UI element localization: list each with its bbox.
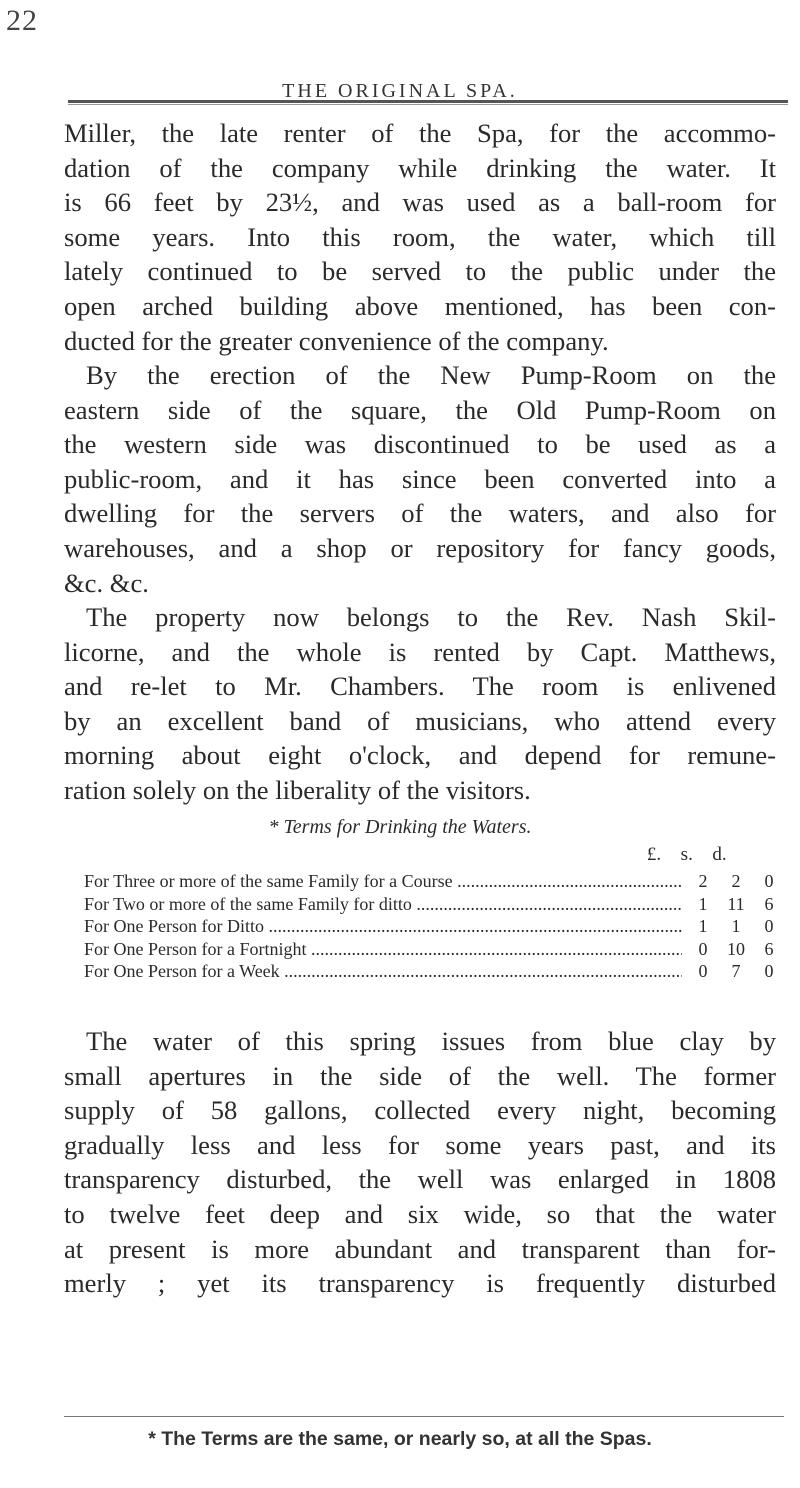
terms-title: * Terms for Drinking the Waters. <box>268 816 532 838</box>
footnote: * The Terms are the same, or nearly so, at all the Spas. <box>148 1428 652 1450</box>
text-line: public-room, and it has since been converted into a <box>64 463 776 494</box>
text-line: at present is more abundant and transparent than for- <box>64 1233 776 1264</box>
table-row <box>84 915 784 938</box>
text-line: ducted for the greater convenience of the company. <box>64 325 609 356</box>
amount-pounds: 0 <box>698 938 708 959</box>
text-line: licorne, and the whole is rented by Capt. Matthews, <box>64 636 776 667</box>
text-line: transparency disturbed, the well was enlarged in 1808 <box>64 1164 776 1195</box>
amount-shillings: 7 <box>731 961 741 981</box>
term-label: For One Person for a Week ..... <box>84 960 682 983</box>
paragraph-pump-room <box>64 358 776 600</box>
term-amount <box>682 893 784 916</box>
text-line: The water of this spring issues from blue clay by <box>86 1026 776 1056</box>
text-line: the western side was discontinued to be used as a <box>64 429 776 460</box>
text-line: The property now belongs to the Rev. Nash Skil- <box>86 602 776 632</box>
text-line: gradually less and less for some years past, and its <box>64 1129 776 1160</box>
text-line: &c. &c. <box>64 567 149 598</box>
amount-pence: 6 <box>764 938 774 959</box>
amount-pence: 0 <box>764 871 774 891</box>
footnote-rule <box>64 1416 784 1417</box>
paragraph-miller <box>64 116 776 358</box>
table-row <box>84 870 784 893</box>
amount-pence: 0 <box>764 916 774 936</box>
table-row <box>84 938 784 961</box>
table-row <box>84 893 784 916</box>
amount-shillings: 1 <box>731 916 741 936</box>
running-head: THE ORIGINAL SPA. <box>282 80 518 102</box>
currency-pence: d. <box>712 844 727 865</box>
paragraph-spring-water <box>64 1024 776 1301</box>
currency-shillings: s. <box>680 844 693 865</box>
text-line: eastern side of the square, the Old Pump-Room on <box>64 394 776 425</box>
amount-pounds: 1 <box>698 893 708 914</box>
currency-pounds: £. <box>646 844 662 865</box>
table-row <box>84 960 784 983</box>
text-line: By the erection of the New Pump-Room on the <box>86 360 776 390</box>
term-label: For Three or more of the same Family for a Course ..... <box>84 870 682 893</box>
amount-pence: 0 <box>764 961 774 981</box>
paragraph-property <box>64 600 776 808</box>
term-label: For One Person for a Fortnight ..... <box>84 938 682 961</box>
amount-shillings: 10 <box>727 938 745 959</box>
terms-table <box>84 870 784 983</box>
text-line: is 66 feet by 23½, and was used as a ball-room for <box>64 187 776 218</box>
term-amount <box>682 915 784 938</box>
text-line: ration solely on the liberality of the visitors. <box>64 774 531 805</box>
text-line: morning about eight o'clock, and depend for remune- <box>64 740 776 771</box>
text-line: to twelve feet deep and six wide, so that the water <box>64 1198 776 1229</box>
page-number: 22 <box>6 4 38 37</box>
text-line: dation of the company while drinking the water. It <box>64 152 776 183</box>
text-line: supply of 58 gallons, collected every night, becoming <box>64 1095 776 1126</box>
term-amount <box>682 870 784 893</box>
currency-header <box>640 844 800 866</box>
amount-pounds: 0 <box>698 961 708 981</box>
text-line: by an excellent band of musicians, who attend every <box>64 705 776 736</box>
text-line: dwelling for the servers of the waters, and also for <box>64 498 776 529</box>
amount-pounds: 1 <box>698 916 708 936</box>
amount-shillings: 2 <box>731 871 741 891</box>
text-line: small apertures in the side of the well. The former <box>64 1060 776 1091</box>
amount-pence: 6 <box>764 893 774 914</box>
term-amount <box>682 960 784 983</box>
term-label: For One Person for Ditto ..... <box>84 915 682 938</box>
text-line: Miller, the late renter of the Spa, for the accommo- <box>64 118 776 148</box>
header-rule-thin <box>68 104 788 105</box>
term-amount <box>682 938 784 961</box>
header-rule <box>68 100 788 103</box>
text-line: lately continued to be served to the public under the <box>64 256 776 287</box>
text-line: some years. Into this room, the water, which till <box>64 221 776 252</box>
text-line: warehouses, and a shop or repository for fancy goods, <box>64 532 776 563</box>
text-line: and re-let to Mr. Chambers. The room is enlivened <box>64 671 776 702</box>
term-label: For Two or more of the same Family for ditto ..... <box>84 893 682 916</box>
amount-shillings: 11 <box>727 893 745 914</box>
text-line: merly ; yet its transparency is frequently disturbed <box>64 1268 776 1299</box>
text-line: open arched building above mentioned, has been con- <box>64 290 776 321</box>
amount-pounds: 2 <box>698 871 708 891</box>
